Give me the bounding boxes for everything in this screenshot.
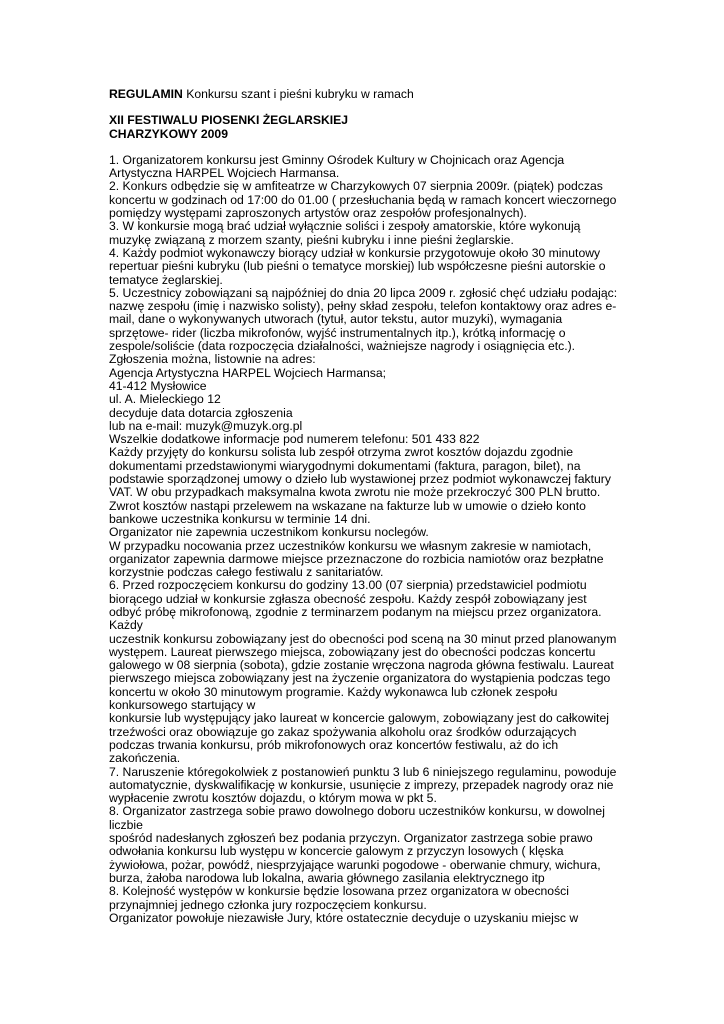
body-line: VAT. W obu przypadkach maksymalna kwota zwrotu nie może przekroczyć 300 PLN brutto. xyxy=(109,485,601,500)
body-line: burza, żałoba narodowa lub lokalna, awaria głównego zasilania elektrycznego itp xyxy=(109,870,545,885)
body-line: organizator zapewnia darmowe miejsce przeznaczone do rozbicia namiotów oraz bezpłatne xyxy=(109,551,604,566)
body-line: konkursie lub występujący jako laureat w koncercie galowym, zobowiązany jest do całkowitej xyxy=(109,711,609,726)
body-line: uczestnik konkursu zobowiązany jest do obecności pod sceną na 30 minut przed planowanym xyxy=(109,631,617,646)
body-line: korzystnie podczas całego festiwalu z sanitariatów. xyxy=(109,565,384,580)
body-line: dokumentami przedstawionymi wiarygodnymi dokumentami (faktura, paragon, bilet), na xyxy=(109,458,581,473)
body-line: 41-412 Mysłowice xyxy=(109,378,207,393)
body-line: Każdy przyjęty do konkursu solista lub zespół otrzyma zwrot kosztów dojazdu zgodnie xyxy=(109,445,574,460)
body-line: koncertu w godzinach od 17:00 do 01.00 ( przesłuchania będą w ramach koncert wieczornego xyxy=(109,192,617,207)
body-line: tematyce żeglarskiej. xyxy=(109,272,223,287)
body-line: 4. Każdy podmiot wykonawczy biorący udział w konkursie przygotowuje około 30 minutowy xyxy=(109,245,601,260)
body-line: żywiołowa, pożar, powódź, niesprzyjające warunki pogodowe - oberwanie chmury, wichura, xyxy=(109,857,601,872)
body-line: występem. Laureat pierwszego miejsca, zobowiązany jest do obecności podczas koncertu xyxy=(109,644,596,659)
body-line: Zgłoszenia można, listownie na adres: xyxy=(109,352,316,367)
body-line: Zwrot kosztów nastąpi przelewem na wskazane na fakturze lub w umowie o dzieło konto xyxy=(109,498,586,513)
heading-bold: REGULAMIN xyxy=(109,87,183,101)
document-heading xyxy=(109,88,619,101)
title-line: XII FESTIWALU PIOSENKI ŻEGLARSKIEJ xyxy=(109,113,349,128)
body-line: podczas trwania konkursu, prób mikrofonowych oraz koncertów festiwalu, aż do ich xyxy=(109,737,559,752)
body-line: automatycznie, dyskwalifikację w konkursie, usunięcie z imprezy, przepadek nagrody oraz nie xyxy=(109,777,614,792)
body-line: Artystyczna HARPEL Wojciech Harmansa. xyxy=(109,166,340,181)
body-line: 6. Przed rozpoczęciem konkursu do godziny 13.00 (07 sierpnia) przedstawiciel podmiotu xyxy=(109,578,587,593)
festival-title xyxy=(109,114,619,141)
body-line: Organizator powołuje niezawisłe Jury, które ostatecznie decyduje o uzyskaniu miejsc w xyxy=(109,910,579,925)
body-line: galowego w 08 sierpnia (sobota), gdzie zostanie wręczona nagroda główna festiwalu. Laureat xyxy=(109,658,614,673)
body-line: odbyć próbę mikrofonową, zgodnie z terminarzem podanym na miejscu przez organizatora. xyxy=(109,604,602,619)
body-line: 7. Naruszenie któregokolwiek z postanowień punktu 3 lub 6 niniejszego regulaminu, powoduje xyxy=(109,764,617,779)
body-line: wypłacenie zwrotu kosztów dojazdu, o którym mowa w pkt 5. xyxy=(109,791,437,806)
body-line: podstawie sporządzonej umowy o dzieło lub wystawionej przez podmiot wykonawczej faktury xyxy=(109,472,611,487)
body-line: Organizator nie zapewnia uczestnikom konkursu noclegów. xyxy=(109,525,429,540)
body-line: pomiędzy występami zaproszonych artystów oraz zespołów profesjonalnych). xyxy=(109,206,527,221)
body-line: bankowe uczestnika konkursu w terminie 14 dni. xyxy=(109,511,371,526)
title-line: CHARZYKOWY 2009 xyxy=(109,126,228,141)
body-line: pierwszego miejsca zobowiązany jest na życzenie organizatora do wystąpienia podczas tego xyxy=(109,671,611,686)
body-line: Każdy xyxy=(109,618,143,633)
body-line: ul. A. Mieleckiego 12 xyxy=(109,392,221,407)
body-line: W przypadku nocowania przez uczestników konkursu we własnym zakresie w namiotach, xyxy=(109,538,592,553)
body-line: decyduje data dotarcia zgłoszenia xyxy=(109,405,293,420)
body-line: sprzętowe- rider (liczba mikrofonów, wyjść instrumentalnych itp.), krótką informację o xyxy=(109,325,566,340)
body-line: zespole/soliście (data rozpoczęcia działalności, ważniejsze nagrody i osiągnięcia etc.). xyxy=(109,339,576,354)
body-line: 3. W konkursie mogą brać udział wyłącznie soliści i zespoły amatorskie, które wykonują xyxy=(109,219,581,234)
body-line: 1. Organizatorem konkursu jest Gminny Ośrodek Kultury w Chojnicach oraz Agencja xyxy=(109,152,565,167)
body-line: mail, dane o wykonywanych utworach (tytuł, autor tekstu, autor muzyki), wymagania xyxy=(109,312,563,327)
body-line: 8. Organizator zastrzega sobie prawo dowolnego doboru uczestników konkursu, w dowolnej xyxy=(109,804,605,819)
body-line: Agencja Artystyczna HARPEL Wojciech Harmansa; xyxy=(109,365,387,380)
regulations-body xyxy=(109,154,619,925)
body-line: zakończenia. xyxy=(109,751,181,766)
body-line: liczbie xyxy=(109,817,143,832)
heading-rest: Konkursu szant i pieśni kubryku w ramach xyxy=(182,87,414,101)
body-line: trzeźwości oraz obowiązuje go zakaz spożywania alkoholu oraz środków odurzających xyxy=(109,724,577,739)
body-line: lub na e-mail: muzyk@muzyk.org.pl xyxy=(109,418,303,433)
body-line: biorącego udział w konkursie zgłasza obecność zespołu. Każdy zespół zobowiązany jest xyxy=(109,591,587,606)
body-line: 5. Uczestnicy zobowiązani są najpóźniej do dnia 20 lipca 2009 r. zgłosić chęć udziału podając: xyxy=(109,285,618,300)
body-line: muzykę związaną z morzem szanty, pieśni kubryku i inne pieśni żeglarskie. xyxy=(109,232,514,247)
body-line: nazwę zespołu (imię i nazwisko solisty), pełny skład zespołu, telefon kontaktowy oraz adres e- xyxy=(109,299,617,314)
body-line: 2. Konkurs odbędzie się w amfiteatrze w Charzykowych 07 sierpnia 2009r. (piątek) podczas xyxy=(109,179,603,194)
body-line: koncertu w około 30 minutowym programie. Każdy wykonawca lub członek zespołu xyxy=(109,684,558,699)
body-line: konkursowego startujący w xyxy=(109,698,256,713)
body-line: przynajmniej jednego członka jury rozpoczęciem konkursu. xyxy=(109,897,427,912)
document-content xyxy=(109,88,619,925)
body-line: Wszelkie dodatkowe informacje pod numerem telefonu: 501 433 822 xyxy=(109,432,480,447)
body-line: 8. Kolejność występów w konkursie będzie losowana przez organizatora w obecności xyxy=(109,884,569,899)
body-line: spośród nadesłanych zgłoszeń bez podania przyczyn. Organizator zastrzega sobie prawo xyxy=(109,831,593,846)
body-line: repertuar pieśni kubryku (lub pieśni o tematyce morskiej) lub współczesne pieśni autorskie o xyxy=(109,259,606,274)
body-line: odwołania konkursu lub występu w koncercie galowym z przyczyn losowych ( klęska xyxy=(109,844,564,859)
